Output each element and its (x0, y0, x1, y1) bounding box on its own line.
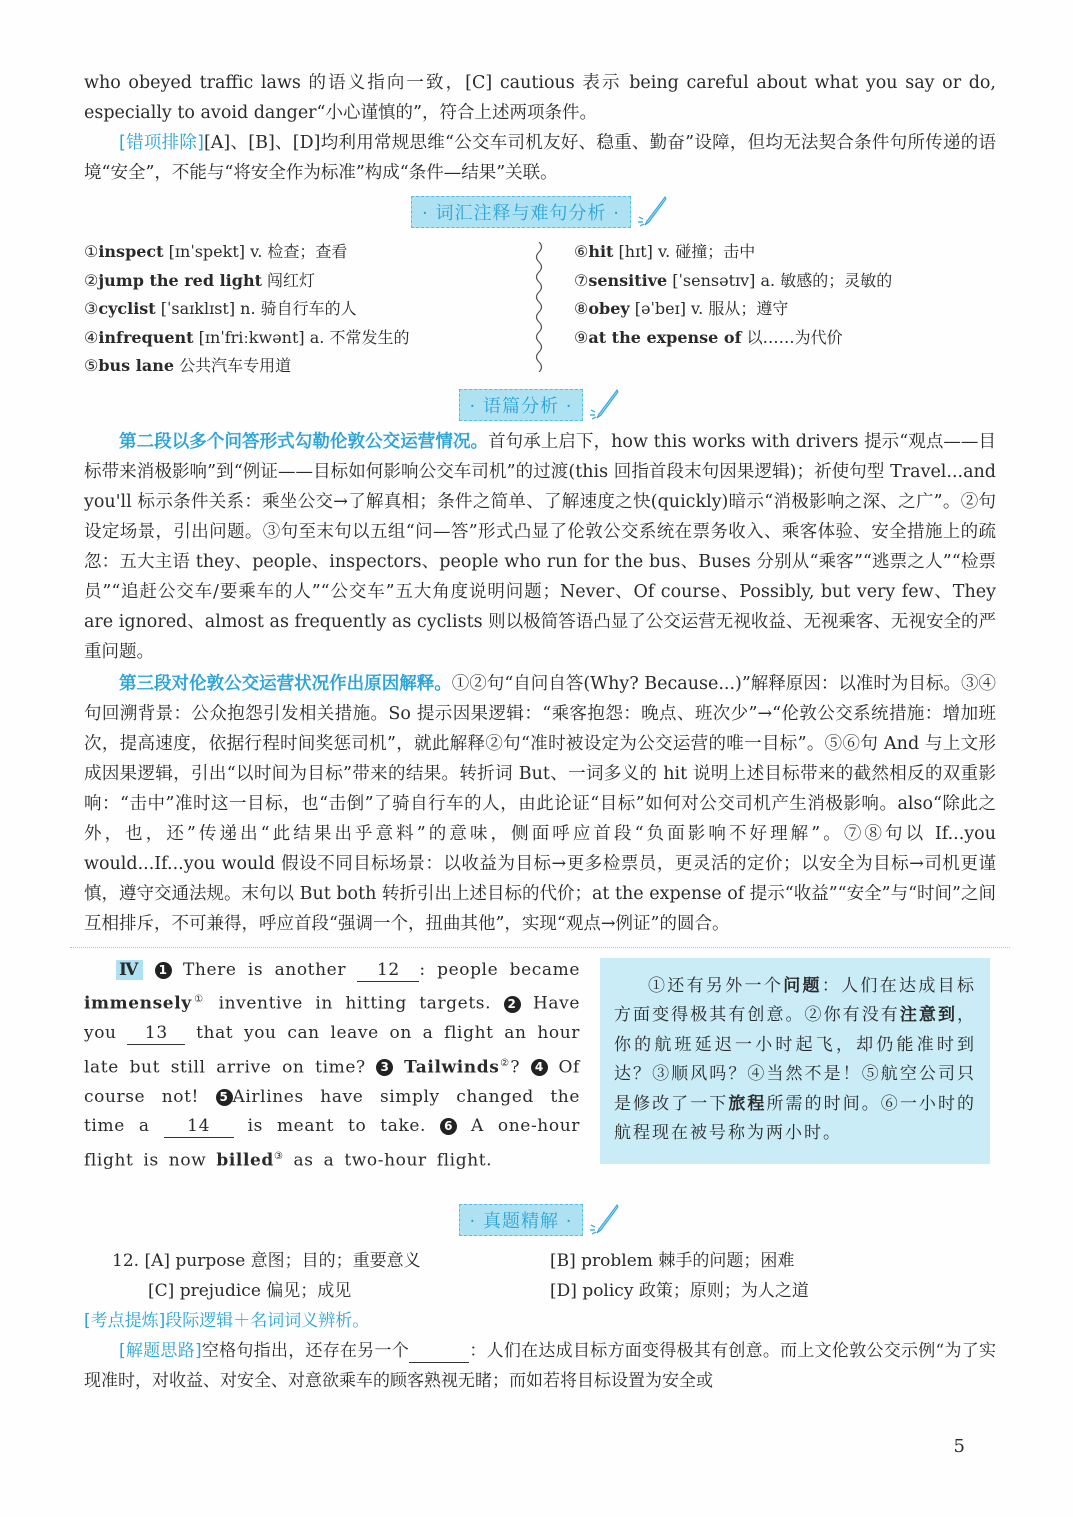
vocab-item: ①inspect [ɪnˈspekt] v. 检查；查看 (84, 242, 348, 261)
paragraph-3-lead: 第三段对伦敦公交运营状况作出原因解释。 (119, 673, 452, 694)
wrong-options-tag: [错项排除] (119, 133, 204, 153)
paragraph-2-analysis (84, 427, 996, 667)
quill-pen-icon (587, 1203, 621, 1237)
key-point (84, 1306, 996, 1336)
answer-section-header (84, 1198, 996, 1242)
vocab-list (84, 238, 996, 381)
vocab-column-right (574, 238, 892, 381)
wrong-options-text: [A]、[B]、[D]均利用常规思维“公交车司机友好、稳重、勤奋”设障，但均无法契合条件句所传递的语境“安全”，不能与“将安全作为标准”构成“条件—结果”关联。 (84, 133, 996, 183)
answer-section-title: · 真题精解 · (459, 1204, 584, 1236)
approach-tag: [解题思路] (119, 1340, 202, 1361)
blank-13: 13 (127, 1022, 185, 1045)
vocab-item: ④infrequent [ɪnˈfriːkwənt] a. 不常发生的 (84, 327, 410, 347)
passage-roman-numeral: Ⅳ (116, 960, 143, 980)
wrong-options-paragraph (84, 128, 996, 188)
solution-approach: [解题思路]空格句指出，还存在另一个 ：人们在达成目标方面变得极其有创意。而上文伦敦公交示例“为了实现准时，对收益、对安全、对意欲乘车的顾客熟视无睹；而如若将目标设置为安全或 (84, 1340, 997, 1391)
key-point-text: 段际逻辑＋名词词义辨析。 (165, 1310, 370, 1331)
sentence-number-5: 5 (216, 1089, 233, 1106)
key-point-tag: [考点提炼] (84, 1310, 166, 1331)
wavy-divider (532, 242, 546, 372)
discourse-section-header (84, 383, 996, 427)
option-a: 12. [A] purpose 意图；目的；重要意义 (112, 1250, 421, 1271)
vocab-column-left (84, 238, 524, 381)
answer-row (84, 1276, 996, 1306)
answer-row (84, 1246, 996, 1276)
quill-pen-icon (587, 388, 621, 422)
sentence-number-3: 3 (376, 1059, 393, 1076)
paragraph-3-body: ①②句“自问自答(Why? Because...)”解释原因：以准时为目标。③④句回溯背景：公众抱怨引发相关措施。So 提示因果逻辑：“乘客抱怨：晚点、班次少”→“伦敦公交系统措施：增加班次，提高速度，依据行程时间奖惩司机”，就此解释②句“准时被设定为公交运营的唯一目标”。⑤⑥句 And 与上文形成因果逻辑，引出“以时间为目标”带来的结果。转折词 But、一词多义的 hit 说明上述目标带来的截然相反的双重影响：“击中”准时这一目标，也“击倒”了骑自行车的人，由此论证“目标”如何对公交司机产生消极影响。also“除此之外，也，还”传递出“此结果出乎意料”的意味，侧面呼应首段“负面影响不好理解”。⑦⑧句以 If...you would...If...you would 假设不同目标场景：以收益为目标→更多检票员，更灵活的定价；以安全为目标→司机更谨慎，遵守交通法规。末句以 But both 转折引出上述目标的代价；at the expense of 提示“收益”“安全”与“时间”之间互相排斥，不可兼得，呼应首段“强调一个，扭曲其他”，实现“观点→例证”的圆合。 (84, 673, 996, 934)
page-number: 5 (953, 1436, 965, 1457)
sentence-number-6: 6 (440, 1118, 457, 1135)
blank-placeholder (409, 1340, 469, 1363)
vocab-section-header (84, 190, 996, 234)
passage-iv (84, 956, 996, 1176)
vocab-item: ⑧obey [əˈbeɪ] v. 服从；遵守 (574, 299, 789, 318)
vocab-item: ⑨at the expense of 以……为代价 (574, 327, 843, 347)
blank-12: 12 (357, 959, 419, 982)
answer-explanation-continued: who obeyed traffic laws 的语义指向一致，[C] cautious 表示 being careful about what you say or do, especially to avoid danger“小心谨慎的”，符合上述两项条件。 (84, 73, 996, 123)
vocab-section-title: · 词汇注释与难句分析 · (411, 196, 631, 228)
paragraph-2-body: 首句承上启下，how this works with drivers 提示“观点——目标带来消极影响”到“例证——目标如何影响公交车司机”的过渡(this 回指首段末句因果逻辑)；祈使句型 Travel...and you'll 标示条件关系：乘坐公交→了解真相；条件之简单、了解速度之快(quickly)暗示“消极影响之深、之广”。②句设定场景，引出问题。③句至末句以五组“问—答”形式凸显了伦敦公交系统在票务收入、乘客体验、安全措施上的疏忽：五大主语 they、people、inspectors、people who run for the bus、Buses 分别从“乘客”“逃票之人”“检票员”“追赶公交车/要乘车的人”“公交车”五大角度说明问题；Never、Of course、Possibly, but very few、They are ignored、almost as frequently as cyclists 则以极简答语凸显了公交运营无视收益、无视乘客、无视安全的严重问题。 (84, 431, 997, 662)
vocab-item: ⑥hit [hɪt] v. 碰撞；击中 (574, 242, 756, 261)
sentence-number-1: 1 (155, 962, 172, 979)
vocab-item: ⑤bus lane 公共汽车专用道 (84, 356, 292, 375)
quill-pen-icon (635, 195, 669, 229)
vocab-item: ⑦sensitive [ˈsensətɪv] a. 敏感的；灵敏的 (574, 270, 893, 290)
paragraph-2-lead: 第二段以多个问答形式勾勒伦敦公交运营情况。 (119, 431, 489, 452)
passage-translation: ①还有另外一个问题：人们在达成目标方面变得极其有创意。②你有没有注意到，你的航班延迟一小时起飞，却仍能准时到达？③顺风吗？④当然不是！⑤航空公司只是修改了一下旅程所需的时间。⑥一小时的航程现在被号称为两小时。 (600, 958, 990, 1164)
answer-options (84, 1246, 996, 1396)
sentence-number-4: 4 (531, 1059, 548, 1076)
sentence-number-2: 2 (504, 996, 521, 1013)
page-content (84, 68, 996, 1396)
section-divider (70, 947, 1010, 948)
discourse-section-title: · 语篇分析 · (459, 389, 584, 421)
paragraph-3-analysis (84, 669, 996, 939)
passage-english: Ⅳ 1 There is another 12 : people became immensely① inventive in hitting targets. 2 Have you 13 that you can leave on a flight an hour late but still arrive on time? 3 Tailwinds②? 4 Of course not! 5 Airlines have simply changed the time a 14 is meant to take. 6 A one-hour flight is now billed③ as a two-hour flight. (84, 959, 581, 1171)
vocab-item: ③cyclist [ˈsaɪklɪst] n. 骑自行车的人 (84, 299, 357, 318)
option-d: [D] policy 政策；原则；为人之道 (550, 1280, 809, 1301)
blank-14: 14 (164, 1115, 234, 1138)
vocab-item: ②jump the red light 闯红灯 (84, 270, 316, 290)
option-c: [C] prejudice 偏见；成见 (148, 1280, 352, 1301)
option-b: [B] problem 棘手的问题；困难 (550, 1250, 795, 1271)
